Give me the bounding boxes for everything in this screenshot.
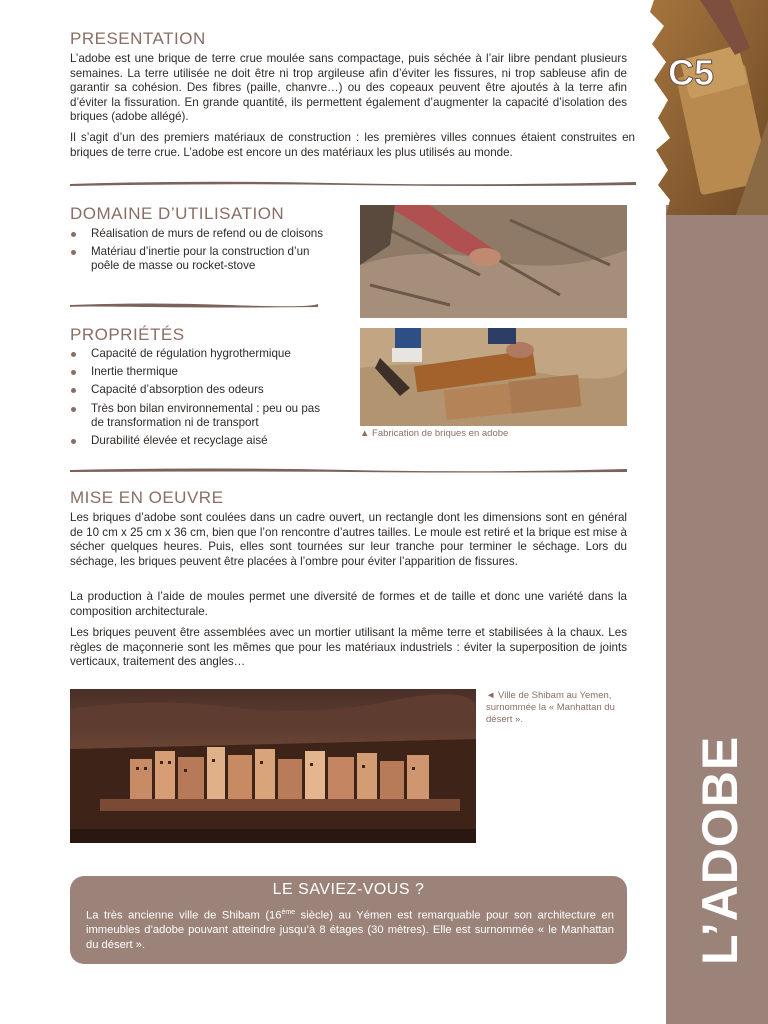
info-box bbox=[70, 876, 627, 964]
list-item: Capacité d’absorption des odeurs bbox=[70, 383, 332, 397]
divider-brush-1 bbox=[70, 178, 636, 188]
mise-paragraph-2: La production à l’aide de moules permet une diversité de formes et de taille et donc une variété dans la composition architecturale. bbox=[70, 590, 627, 618]
proprietes-list bbox=[70, 347, 332, 448]
list-item: Inertie thermique bbox=[70, 365, 332, 379]
photo-shibam-city bbox=[70, 689, 476, 843]
bullet-icon bbox=[71, 352, 76, 357]
chapter-title: L’ADOBE bbox=[692, 735, 748, 965]
shibam-caption: ◄ Ville de Shibam au Yemen, surnommée la « Manhattan du désert ». bbox=[486, 690, 615, 725]
bullet-icon bbox=[71, 250, 76, 255]
mise-paragraph-3: Les briques peuvent être assemblées avec un mortier utilisant la même terre et stabilisées à la chaux. Les règles de maçonnerie sont les mêmes que pour les matériaux industriels : éviter la superposition de joints verticaux, traitement des angles… bbox=[70, 626, 627, 669]
presentation-paragraph-1: L’adobe est une brique de terre crue moulée sans compactage, puis séchée à l’air libre pendant plusieurs semaines. La terre utilisée ne doit être ni trop argileuse afin d’éviter les fissures, ni trop sableuse afin de garantir sa cohésion. Des fibres (paille, chanvre…) ou des copeaux peuvent être ajoutés à la terre afin d’éviter la fissuration. En grande quantité, ils permettent également d’augmenter la capacité d’isolation des briques (adobe allégé). bbox=[70, 52, 627, 124]
photo-earth-mixing bbox=[360, 205, 627, 318]
corner-photo bbox=[640, 0, 768, 215]
domaine-list bbox=[70, 227, 332, 274]
chapter-code: C5 bbox=[668, 52, 715, 93]
proprietes-heading: PROPRIÉTÉS bbox=[70, 325, 185, 344]
bullet-icon bbox=[71, 439, 76, 444]
mise-paragraph-1: Les briques d’adobe sont coulées dans un cadre ouvert, un rectangle dont les dimensions sont en général de 10 cm x 25 cm x 36 cm, bien que l’on rencontre d’autres tailles. Le moule est retiré et la brique est mise à sécher quelques heures. Puis, elles sont tournées sur leur tranche pour terminer le séchage. Lors du séchage, les briques peuvent être placées à l’ombre pour éviter l’apparition de fissures. bbox=[70, 511, 627, 568]
photo-caption: ▲ Fabrication de briques en adobe bbox=[360, 428, 509, 439]
presentation-paragraph-2: Il s’agit d’un des premiers matériaux de construction : les premières villes connues étaient construites en briques de terre crue. L’adobe est encore un des matériaux les plus utilisés au monde. bbox=[70, 131, 635, 159]
mise-heading: MISE EN OEUVRE bbox=[70, 488, 224, 507]
list-item: Capacité de régulation hygrothermique bbox=[70, 347, 332, 361]
list-item: Durabilité élevée et recyclage aisé bbox=[70, 434, 332, 448]
divider-brush-2 bbox=[70, 301, 318, 309]
info-box-title: LE SAVIEZ-VOUS ? bbox=[272, 881, 425, 898]
presentation-heading: PRESENTATION bbox=[70, 29, 206, 48]
bullet-icon bbox=[71, 232, 76, 237]
bullet-icon bbox=[71, 370, 76, 375]
list-item: Très bon bilan environnemental : peu ou pas de transformation ni de transport bbox=[70, 402, 332, 430]
bullet-icon bbox=[71, 407, 76, 412]
list-item: Réalisation de murs de refend ou de cloisons bbox=[70, 227, 332, 241]
list-item: Matériau d’inertie pour la construction d’un poêle de masse ou rocket-stove bbox=[70, 245, 332, 273]
bullet-icon bbox=[71, 388, 76, 393]
divider-brush-3 bbox=[70, 465, 627, 475]
photo-brick-mould bbox=[360, 328, 627, 426]
info-box-text: La très ancienne ville de Shibam (16ème siècle) au Yémen est remarquable pour son architecture en immeubles d’adobe pouvant atteindre jusqu’à 8 étages (30 mètres). Elle est surnommée « le Manhattan du désert ». bbox=[86, 909, 614, 951]
domaine-heading: DOMAINE D’UTILISATION bbox=[70, 204, 285, 223]
